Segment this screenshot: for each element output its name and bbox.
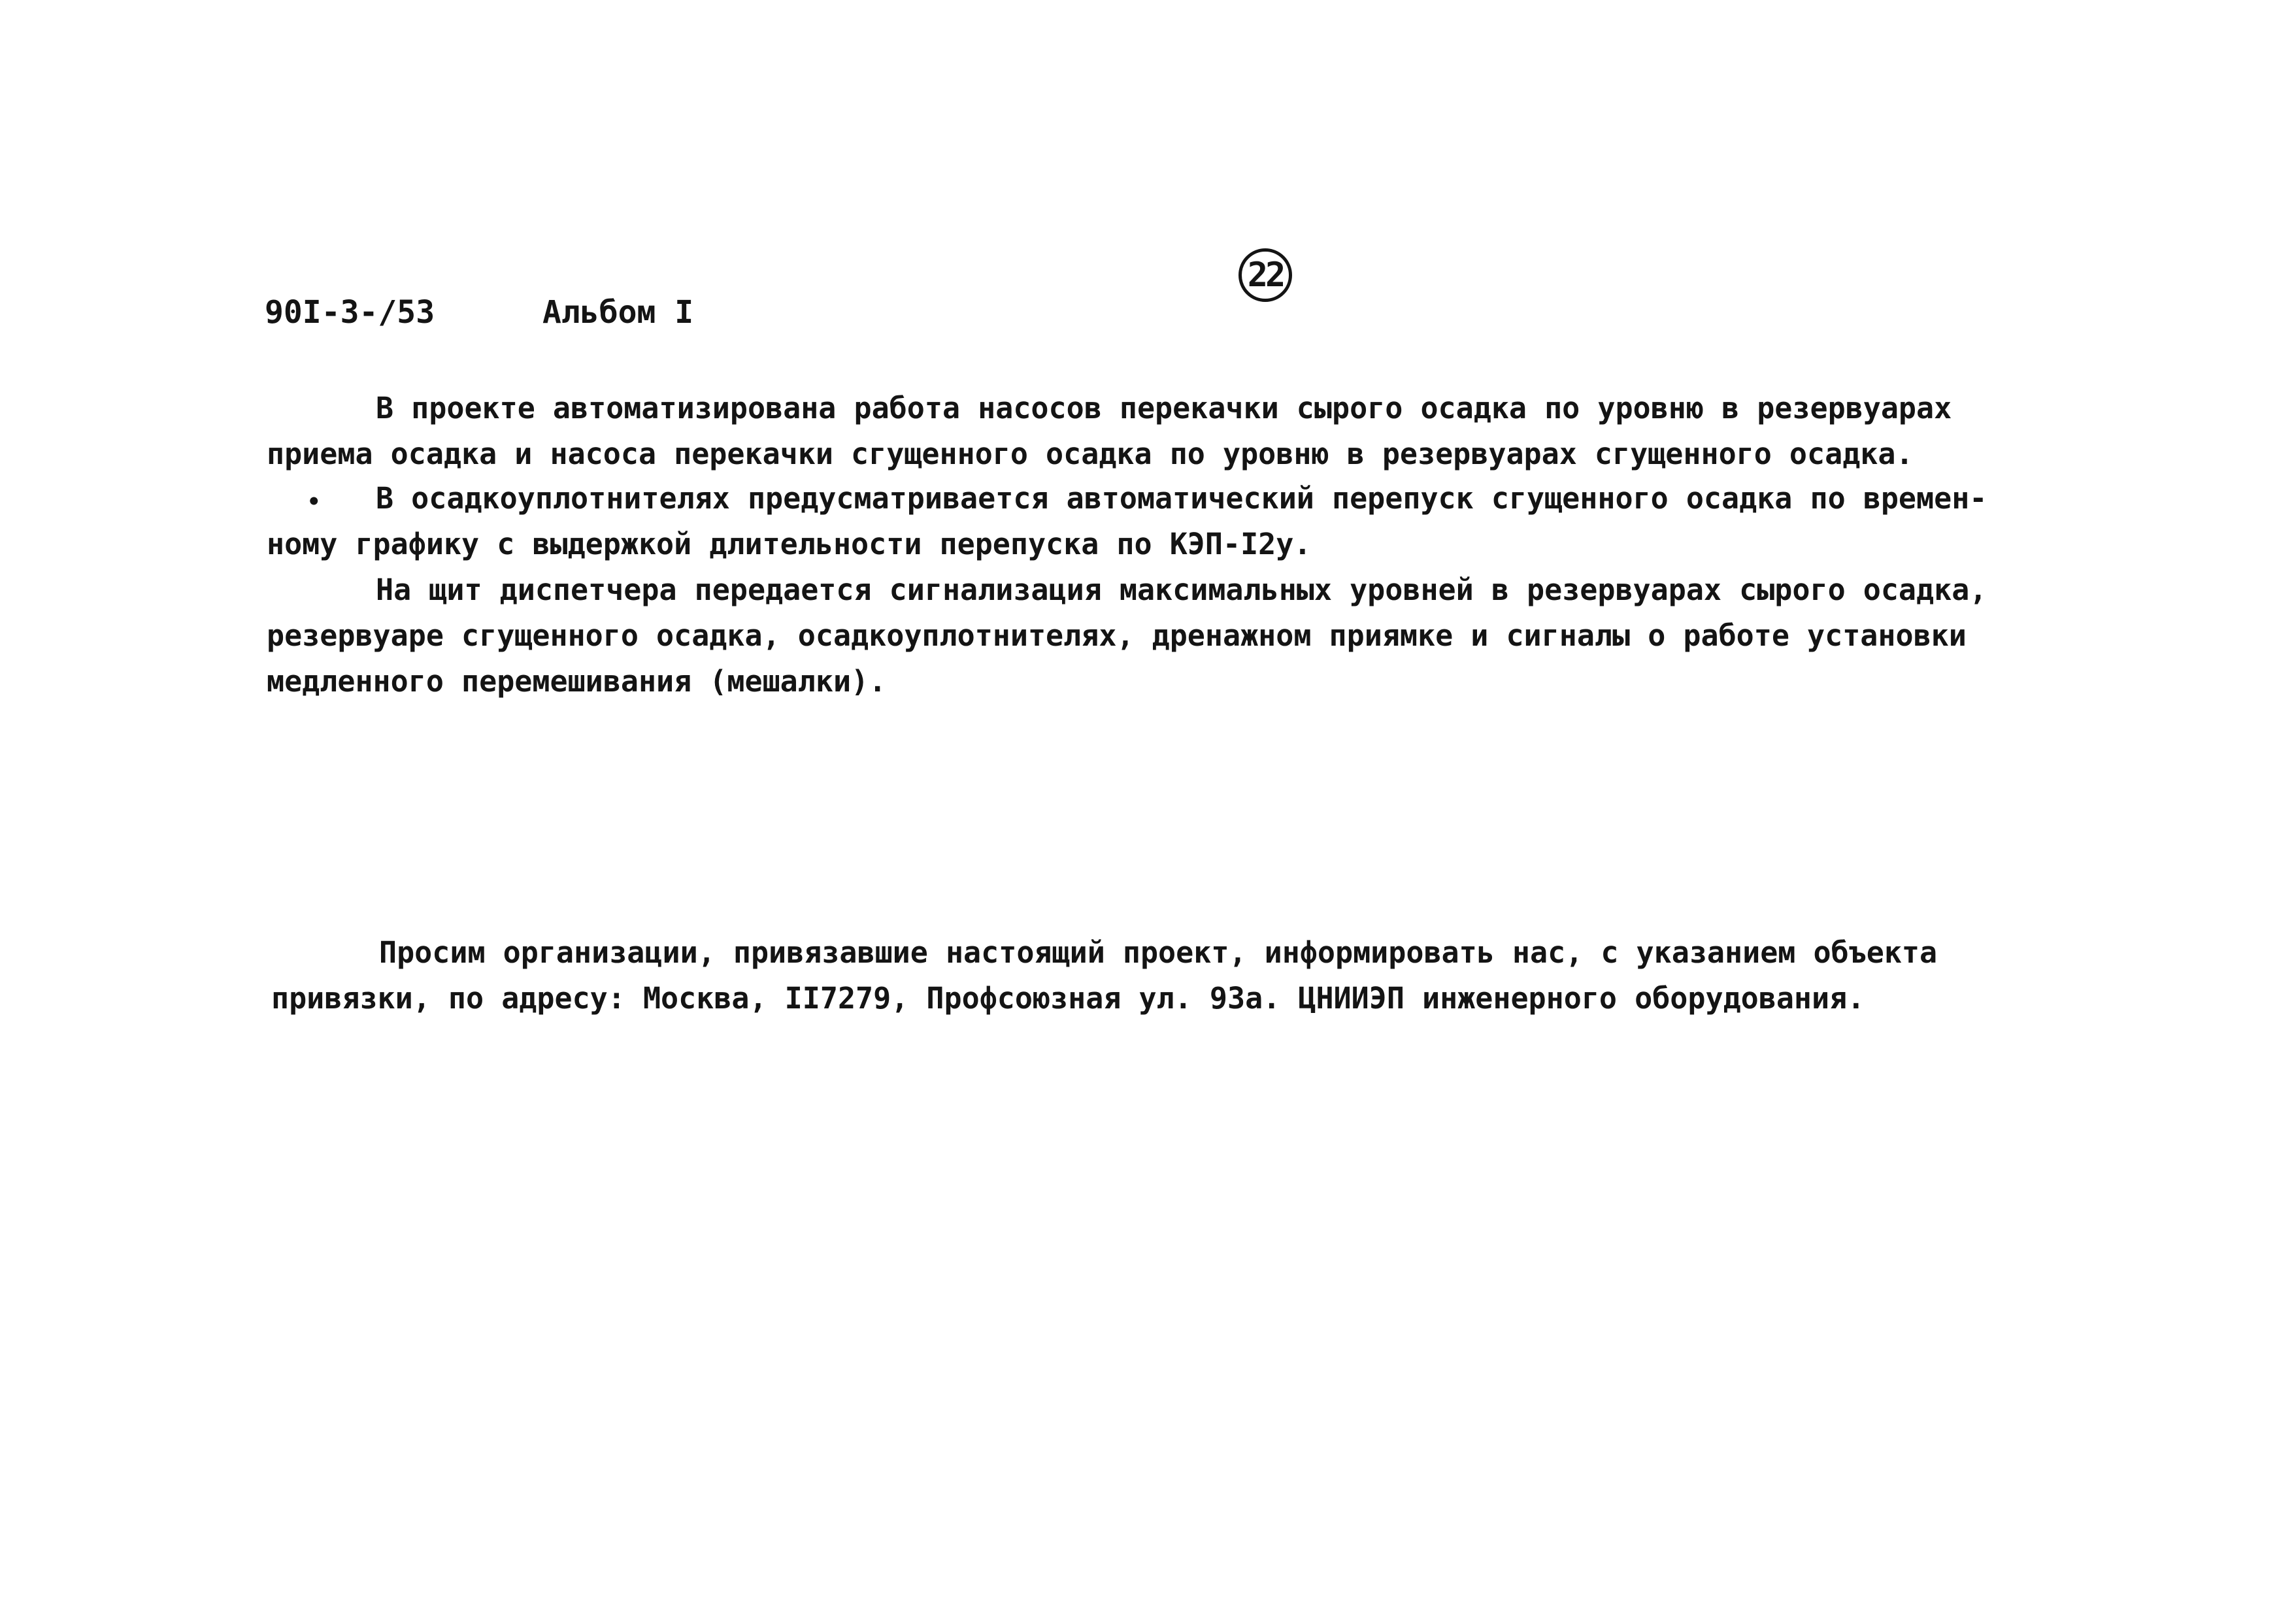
request-line-1: Просим организации, привязавшие настоящий проект, информировать нас, с указанием объекта: [379, 935, 1938, 970]
paragraph-1-line-1: В проекте автоматизирована работа насосов перекачки сырого осадка по уровню в резервуарах: [376, 391, 1952, 425]
request-line-2: привязки, по адресу: Москва, II7279, Профсоюзная ул. 93а. ЦНИИЭП инженерного оборудования.: [271, 981, 1865, 1016]
page-number: 22: [1247, 256, 1284, 295]
paragraph-1-line-2: приема осадка и насоса перекачки сгущенного осадка по уровню в резервуарах сгущенного осадка.: [267, 437, 1914, 471]
album-label: Альбом I: [542, 294, 694, 331]
page-number-circle: [1238, 248, 1292, 302]
paragraph-2-line-1: В осадкоуплотнителях предусматривается автоматический перепуск сгущенного осадка по времен-: [376, 481, 1987, 516]
paragraph-2-line-2: ному графику с выдержкой длительности перепуска по КЭП-I2у.: [267, 527, 1312, 561]
paragraph-3-line-2: резервуаре сгущенного осадка, осадкоуплотнителях, дренажном приямке и сигналы о работе установки: [267, 618, 1967, 653]
paragraph-3-line-1: На щит диспетчера передается сигнализация максимальных уровней в резервуарах сырого осадка,: [376, 572, 1987, 607]
margin-mark: •: [307, 489, 321, 515]
document-code: 90I-3-/53: [265, 294, 435, 331]
paragraph-3-line-3: медленного перемешивания (мешалки).: [267, 664, 887, 699]
